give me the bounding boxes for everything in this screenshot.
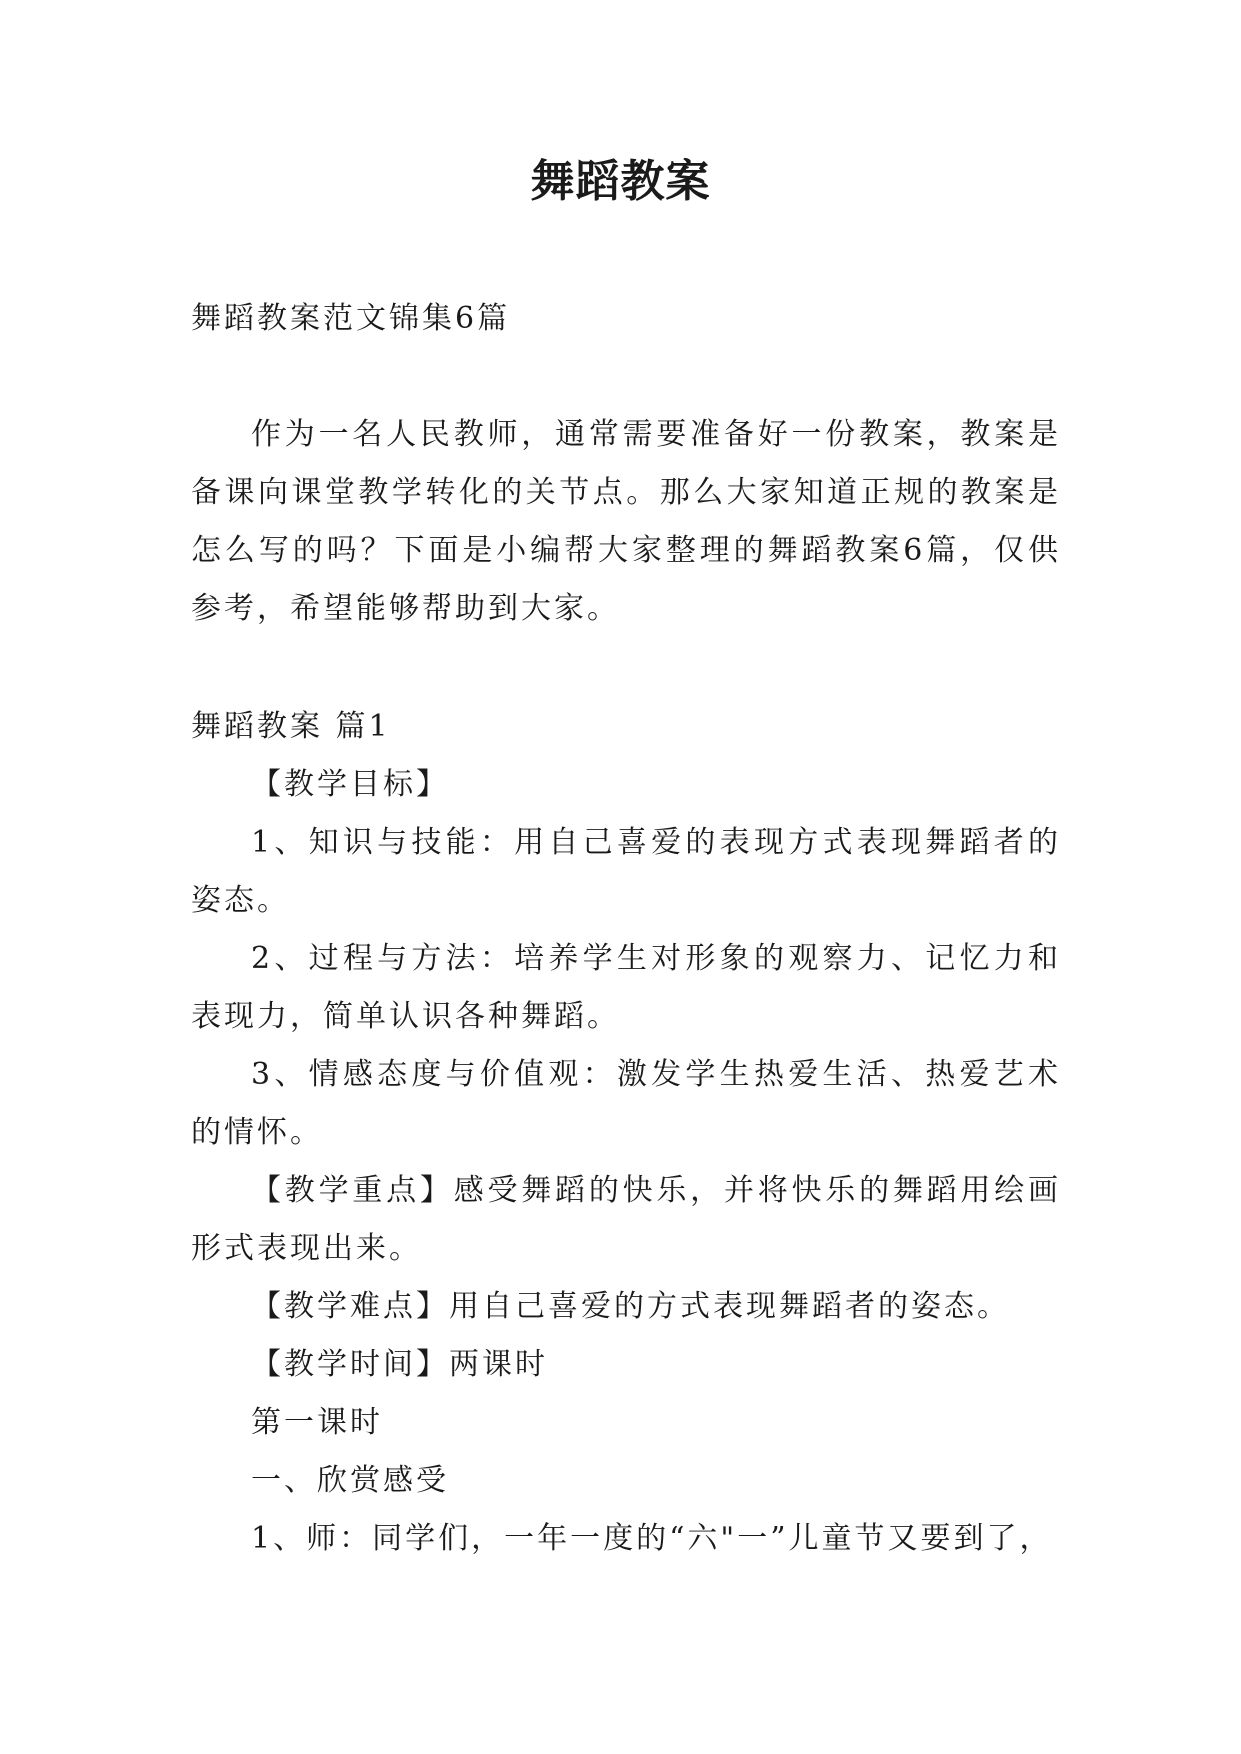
paragraph-goal-emotion: 3、情感态度与价值观：激发学生热爱生活、热爱艺术的情怀。 <box>191 1057 1061 1150</box>
paragraph-teacher-intro: 1、师：同学们，一年一度的“六"一”儿童节又要到了， <box>251 1521 1053 1556</box>
paragraph-key-point: 【教学重点】感受舞蹈的快乐，并将快乐的舞蹈用绘画形式表现出来。 <box>191 1173 1061 1266</box>
paragraph-difficulty: 【教学难点】用自己喜爱的方式表现舞蹈者的姿态。 <box>251 1289 1010 1324</box>
intro-paragraph: 作为一名人民教师，通常需要准备好一份教案，教案是备课向课堂教学转化的关节点。那么大家知道正规的教案是怎么写的吗？下面是小编帮大家整理的舞蹈教案6篇，仅供参考，希望能够帮助到大家。 <box>191 417 1061 626</box>
document-title: 舞蹈教案 <box>530 156 711 207</box>
paragraph-goal-knowledge: 1、知识与技能：用自己喜爱的表现方式表现舞蹈者的姿态。 <box>191 825 1061 918</box>
paragraph-appreciation: 一、欣赏感受 <box>251 1463 449 1498</box>
paragraph-teaching-time: 【教学时间】两课时 <box>251 1347 548 1382</box>
paragraph-goal-process: 2、过程与方法：培养学生对形象的观察力、记忆力和表现力，简单认识各种舞蹈。 <box>191 941 1061 1034</box>
document-body <box>191 290 1061 1568</box>
section-title: 舞蹈教案 篇1 <box>191 709 391 744</box>
paragraph-first-lesson: 第一课时 <box>251 1405 383 1440</box>
document-subtitle: 舞蹈教案范文锦集6篇 <box>191 301 511 336</box>
paragraph-teaching-goals: 【教学目标】 <box>251 767 449 802</box>
